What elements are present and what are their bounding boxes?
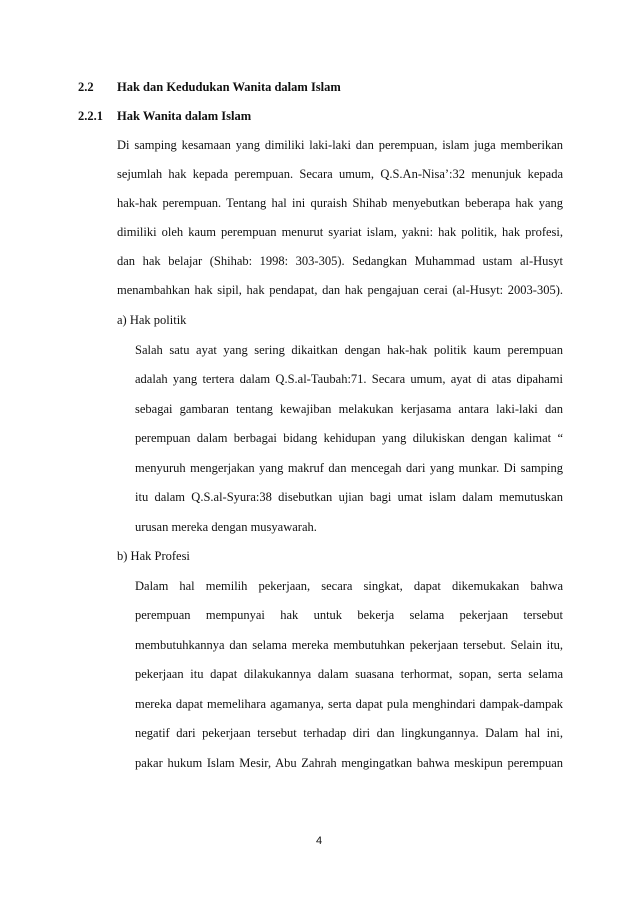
list-item-label-politik: a) Hak politik	[117, 313, 187, 327]
paragraph-line: sejumlah hak kepada perempuan. Secara umum, Q.S.An-Nisa’:32 menunjuk kepada	[117, 167, 563, 181]
paragraph-line: urusan mereka dengan musyawarah.	[135, 520, 317, 534]
page-number: 4	[315, 835, 323, 847]
paragraph-line: dimiliki oleh kaum perempuan menurut syariat islam, yakni: hak politik, hak profesi,	[117, 225, 563, 239]
paragraph-line: pekerjaan itu dapat dilakukannya dalam suasana terhormat, sopan, serta selama	[135, 667, 563, 681]
paragraph-line: perempuan mempunyai hak untuk bekerja selama pekerjaan tersebut	[135, 608, 563, 622]
paragraph-line: Salah satu ayat yang sering dikaitkan dengan hak-hak politik kaum perempuan	[135, 343, 563, 357]
paragraph-line: mereka dapat memelihara agamanya, serta dapat pula menghindari dampak-dampak	[135, 697, 563, 711]
paragraph-line: perempuan dalam berbagai bidang kehidupan yang dilukiskan dengan kalimat “	[135, 431, 563, 445]
paragraph-line: Di samping kesamaan yang dimiliki laki-laki dan perempuan, islam juga memberikan	[117, 138, 563, 152]
paragraph-line: sebagai gambaran tentang kewajiban melakukan kerjasama antara laki-laki dan	[135, 402, 563, 416]
section-title: Hak dan Kedudukan Wanita dalam Islam	[117, 80, 341, 94]
paragraph-line: dan hak belajar (Shihab: 1998: 303-305). Sedangkan Muhammad ustam al-Husyt	[117, 254, 563, 268]
paragraph-line: Dalam hal memilih pekerjaan, secara singkat, dapat dikemukakan bahwa	[135, 579, 563, 593]
list-item-label-profesi: b) Hak Profesi	[117, 549, 190, 563]
paragraph-line: menambahkan hak sipil, hak pendapat, dan hak pengajuan cerai (al-Husyt: 2003-305).	[117, 283, 563, 297]
paragraph-line: hak-hak perempuan. Tentang hal ini quraish Shihab menyebutkan beberapa hak yang	[117, 196, 563, 210]
paragraph-line: membutuhkannya dan selama mereka membutuhkan pekerjaan tersebut. Selain itu,	[135, 638, 563, 652]
subsection-title: Hak Wanita dalam Islam	[117, 109, 252, 123]
subsection-number: 2.2.1	[78, 109, 103, 123]
paragraph-line: itu dalam Q.S.al-Syura:38 disebutkan ujian bagi umat islam dalam memutuskan	[135, 490, 563, 504]
paragraph-line: adalah yang tertera dalam Q.S.al-Taubah:71. Secara umum, ayat di atas dipahami	[135, 372, 563, 386]
paragraph-line: pakar hukum Islam Mesir, Abu Zahrah mengingatkan bahwa meskipun perempuan	[135, 756, 563, 770]
paragraph-line: menyuruh mengerjakan yang makruf dan mencegah dari yang munkar. Di samping	[135, 461, 563, 475]
paragraph-line: negatif dari pekerjaan tersebut terhadap diri dan lingkungannya. Dalam hal ini,	[135, 726, 563, 740]
section-number: 2.2	[78, 80, 94, 94]
